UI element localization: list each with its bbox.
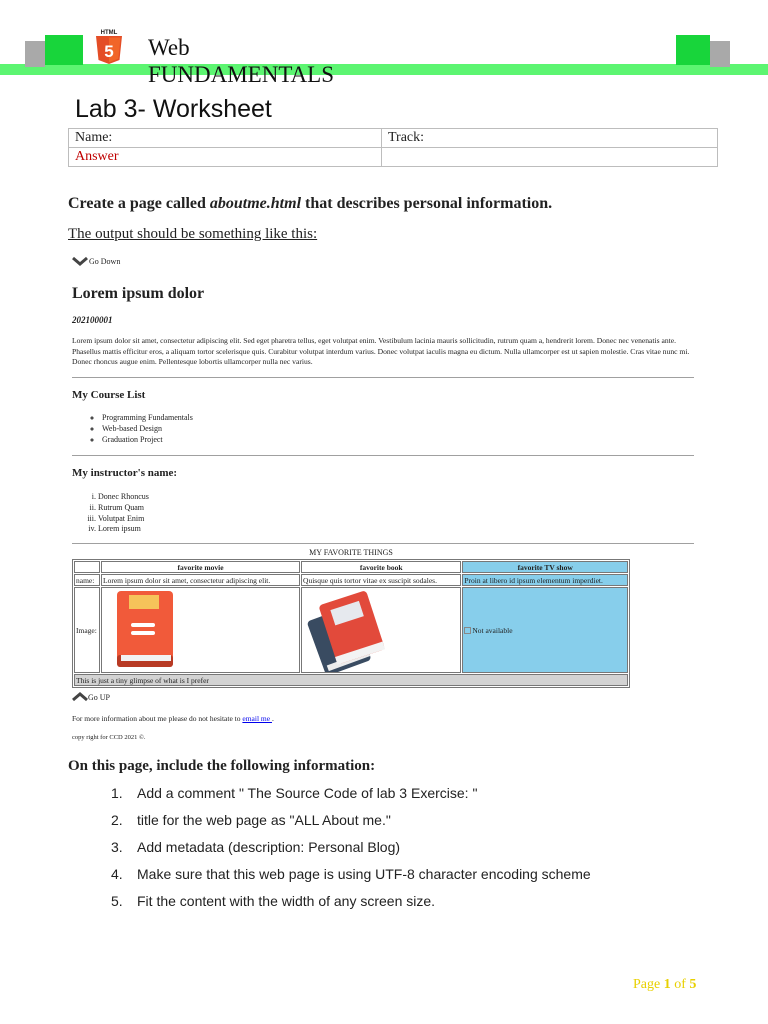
list-item [111,866,591,893]
movie-image-cell [101,587,300,673]
task-filename: aboutme.html [209,195,302,212]
course-list [82,413,193,445]
divider [72,543,694,544]
divider [72,377,694,378]
list-item [111,893,591,920]
requirements-heading: On this page, include the following information: [68,758,376,774]
list-item: i. Donec Rhoncus [98,492,149,503]
task-instruction [68,195,552,213]
html5-logo-icon [91,27,127,65]
list-item: ◦ Graduation Project [102,435,193,446]
current-page: 1 [663,977,671,992]
header-favorite-movie: favorite movie [101,561,300,573]
item-text: Add metadata (description: Personal Blog) [137,839,401,855]
books-stack-icon [303,588,389,672]
course-title-line1: Web [148,35,190,60]
of-word: of [670,977,690,992]
name-track-table [68,128,718,167]
name-label-cell: Name: [69,129,382,148]
sample-id: 202100001 [72,315,113,325]
list-item: ◦ Web-based Design [102,424,193,435]
header-favorite-book: favorite book [301,561,461,573]
go-up-link[interactable] [72,692,110,702]
instructor-heading: My instructor's name: [72,467,178,479]
page-number [633,977,696,993]
item-text: Fit the content with the width of any screen size. [137,893,436,909]
go-down-link[interactable] [72,256,120,266]
total-pages: 5 [689,977,697,992]
band-green-block-right [676,35,710,65]
header-favorite-tv: favorite TV show [462,561,628,573]
band-gray-block-left [25,41,45,67]
page-word: Page [633,977,664,992]
logo-number: 5 [104,42,114,61]
list-item: ii. Rutrum Quam [98,503,149,514]
item-text: Add a comment " The Source Code of lab 3 Exercise: " [137,785,478,801]
task-suffix: that describes personal information. [301,195,553,212]
book-image-cell [301,587,461,673]
list-item: iv. Lorem ipsum [98,524,149,535]
name-row-label: name: [74,574,100,586]
broken-image-icon [464,627,471,634]
course-list-heading: My Course List [72,389,146,401]
copyright-text: copy right for CCD 2021 ©. [72,734,146,741]
sample-paragraph: Lorem ipsum dolor sit amet, consectetur adipiscing elit. Sed eget pharetra tellus, eget volutpat enim. Vestibulum lacinia mauris sollicitudin, rutrum quam a, hendrerit lorem. Donec nec venenatis ante. Phasellus mattis efficitur eros, a aliquam tortor scelerisque quis. Curabitur volutpat interdum varius. Donec volutpat iaculis magna eu dictum. Nulla ullamcorper est ut sapien molestie. Cras vitae nunc mi. Donec rhoncus augue enim. Pellentesque lobortis ullamcorper nulla nec varius. [72,336,690,366]
favorites-caption: MY FAVORITE THINGS [309,548,393,557]
favorites-table [72,559,630,688]
list-item [111,785,591,812]
logo-text: HTML [100,30,118,36]
track-answer-cell[interactable] [382,148,718,167]
corner-cell [74,561,100,573]
tv-name-cell: Proin at libero id ipsum elementum imperdiet. [462,574,628,586]
item-text: Make sure that this web page is using UTF-8 character encoding scheme [137,866,591,882]
movie-name-cell: Lorem ipsum dolor sit amet, consectetur adipiscing elit. [101,574,300,586]
item-number: 5. [111,893,123,909]
list-item [111,812,591,839]
not-available-text: Not available [472,625,513,635]
list-item [111,839,591,866]
requirements-list [111,785,591,920]
item-number: 3. [111,839,123,855]
more-info-suffix: . [271,714,274,723]
track-label-cell: Track: [382,129,718,148]
answer-cell[interactable]: Answer [69,148,382,167]
chevron-up-icon [72,692,88,702]
list-item: iii. Volutpat Enim [98,514,149,525]
task-prefix: Create a page called [68,195,210,212]
course-title-line2: FUNDAMENTALS [148,62,334,87]
header-band [0,64,768,75]
sample-heading: Lorem ipsum dolor [72,285,205,302]
course-title [148,34,334,88]
book-icon [113,589,177,671]
divider [72,455,694,456]
more-info-text [72,714,274,723]
favorites-footer: This is just a tiny glimpse of what is I prefer [74,674,628,686]
item-number: 4. [111,866,123,882]
go-up-label: Go UP [88,692,111,702]
item-number: 2. [111,812,123,828]
lab-title: Lab 3- Worksheet [75,95,272,123]
item-text: title for the web page as "ALL About me." [137,812,391,828]
book-name-cell: Quisque quis tortor vitae ex suscipit sodales. [301,574,461,586]
email-link[interactable]: email me [242,714,272,723]
tv-image-cell [462,587,628,673]
chevron-down-icon [72,256,88,266]
list-item: ◦ Programming Fundamentals [102,413,193,424]
image-row-label: Image: [74,587,100,673]
output-note: The output should be something like this: [68,226,318,242]
band-green-block-left [45,35,83,65]
item-number: 1. [111,785,123,801]
instructor-list [78,492,149,535]
band-gray-block-right [710,41,730,67]
more-info-prefix: For more information about me please do not hesitate to [72,714,243,723]
go-down-label: Go Down [89,256,121,266]
